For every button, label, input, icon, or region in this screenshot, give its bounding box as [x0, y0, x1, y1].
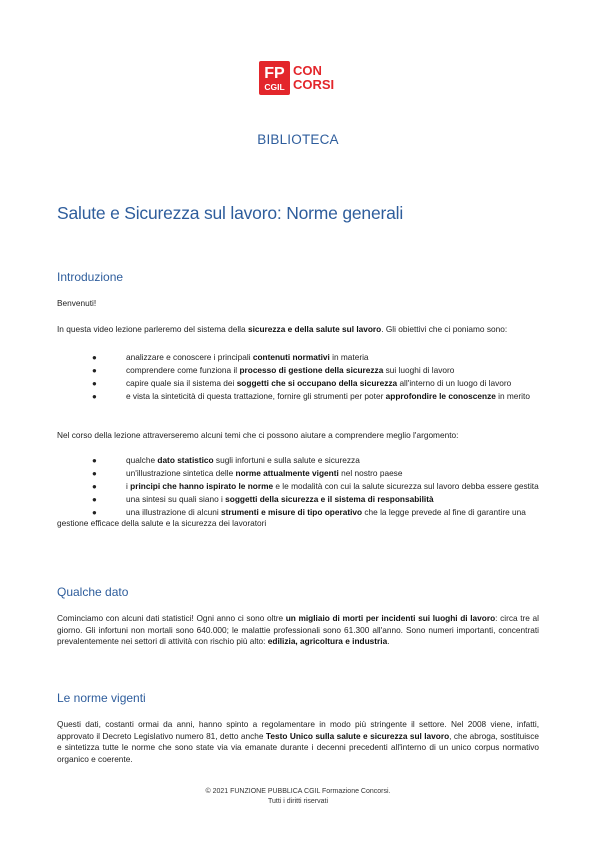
bullet-icon: ●	[92, 508, 97, 517]
list-item: ● e vista la sinteticità di questa trattazione, fornire gli strumenti per poter approfondire le conoscenze in merito	[92, 391, 530, 401]
list-item: ● i principi che hanno ispirato le norme e le modalità con cui la salute sicurezza sul lavoro debba essere gestita	[92, 481, 539, 491]
svg-text:FP: FP	[264, 65, 285, 82]
svg-text:CORSI: CORSI	[293, 77, 335, 92]
bullet-icon: ●	[92, 469, 97, 478]
data-paragraph: Cominciamo con alcuni dati statistici! Ogni anno ci sono oltre un migliaio di morti per incidenti sui luoghi di lavoro: circa tre al giorno. Gli infortuni non mortali sono 640.000; le malattie professionali sono 61.300 all'anno. Sono numeri importanti, concentrati prevalentemente nei settori di attività con rischio più alto: edilizia, agricoltura e industria.	[57, 613, 539, 646]
objectives-list	[92, 352, 540, 404]
list-item: ● qualche dato statistico sugli infortuni e sulla salute e sicurezza	[92, 455, 360, 465]
themes-lead: Nel corso della lezione attraverseremo alcuni temi che ci possono aiutare a comprendere meglio l'argomento:	[57, 430, 459, 440]
bullet-icon: ●	[92, 353, 97, 362]
bullet-icon: ●	[92, 379, 97, 388]
list-item: ● un'illustrazione sintetica delle norme attualmente vigenti nel nostro paese	[92, 468, 403, 478]
bullet-icon: ●	[92, 366, 97, 375]
svg-text:CON: CON	[293, 63, 322, 78]
bullet-icon: ●	[92, 456, 97, 465]
norms-heading: Le norme vigenti	[57, 691, 146, 705]
footer-copyright: © 2021 FUNZIONE PUBBLICA CGIL Formazione Concorsi.	[205, 788, 391, 795]
fp-cgil-concorsi-logo	[259, 61, 339, 95]
list-item: ● comprendere come funziona il processo di gestione della sicurezza sui luoghi di lavoro	[92, 365, 455, 375]
themes-list	[57, 455, 540, 531]
list-item: ● analizzare e conoscere i principali contenuti normativi in materia	[92, 352, 369, 362]
list-item: ● capire quale sia il sistema dei soggetti che si occupano della sicurezza all'interno di un luogo di lavoro	[92, 378, 512, 388]
intro-lead: In questa video lezione parleremo del sistema della sicurezza e della salute sul lavoro. Gli obiettivi che ci poniamo sono:	[57, 324, 508, 334]
bullet-icon: ●	[92, 482, 97, 491]
bullet-icon: ●	[92, 495, 97, 504]
svg-text:CGIL: CGIL	[264, 82, 285, 92]
list-item: ● una illustrazione di alcuni strumenti e misure di tipo operativo che la legge prevede al fine di garantire una gestione efficace della salute e la sicurezza dei lavoratori	[57, 507, 526, 529]
data-heading: Qualche dato	[57, 585, 129, 599]
bullet-icon: ●	[92, 392, 97, 401]
footer-rights: Tutti i diritti riservati	[267, 797, 329, 805]
footer	[0, 787, 596, 806]
intro-heading: Introduzione	[57, 270, 124, 284]
intro-welcome: Benvenuti!	[57, 298, 97, 308]
section-label: BIBLIOTECA	[257, 132, 339, 147]
page-title: Salute e Sicurezza sul lavoro: Norme generali	[57, 203, 404, 223]
norms-paragraph: Questi dati, costanti ormai da anni, hanno spinto a regolamentare in modo più stringente il settore. Nel 2008 viene, infatti, approvato il Decreto Legislativo numero 81, detto anche Testo Unico sulla salute e sicurezza sul lavoro, che abroga, sostituisce e sintetizza tutte le norme che sono state via via emanate durante i decenni precedenti all'interno di un unico corpus normativo organico e coerente.	[57, 719, 539, 764]
list-item: ● una sintesi su quali siano i soggetti della sicurezza e il sistema di responsabilità	[92, 494, 434, 504]
